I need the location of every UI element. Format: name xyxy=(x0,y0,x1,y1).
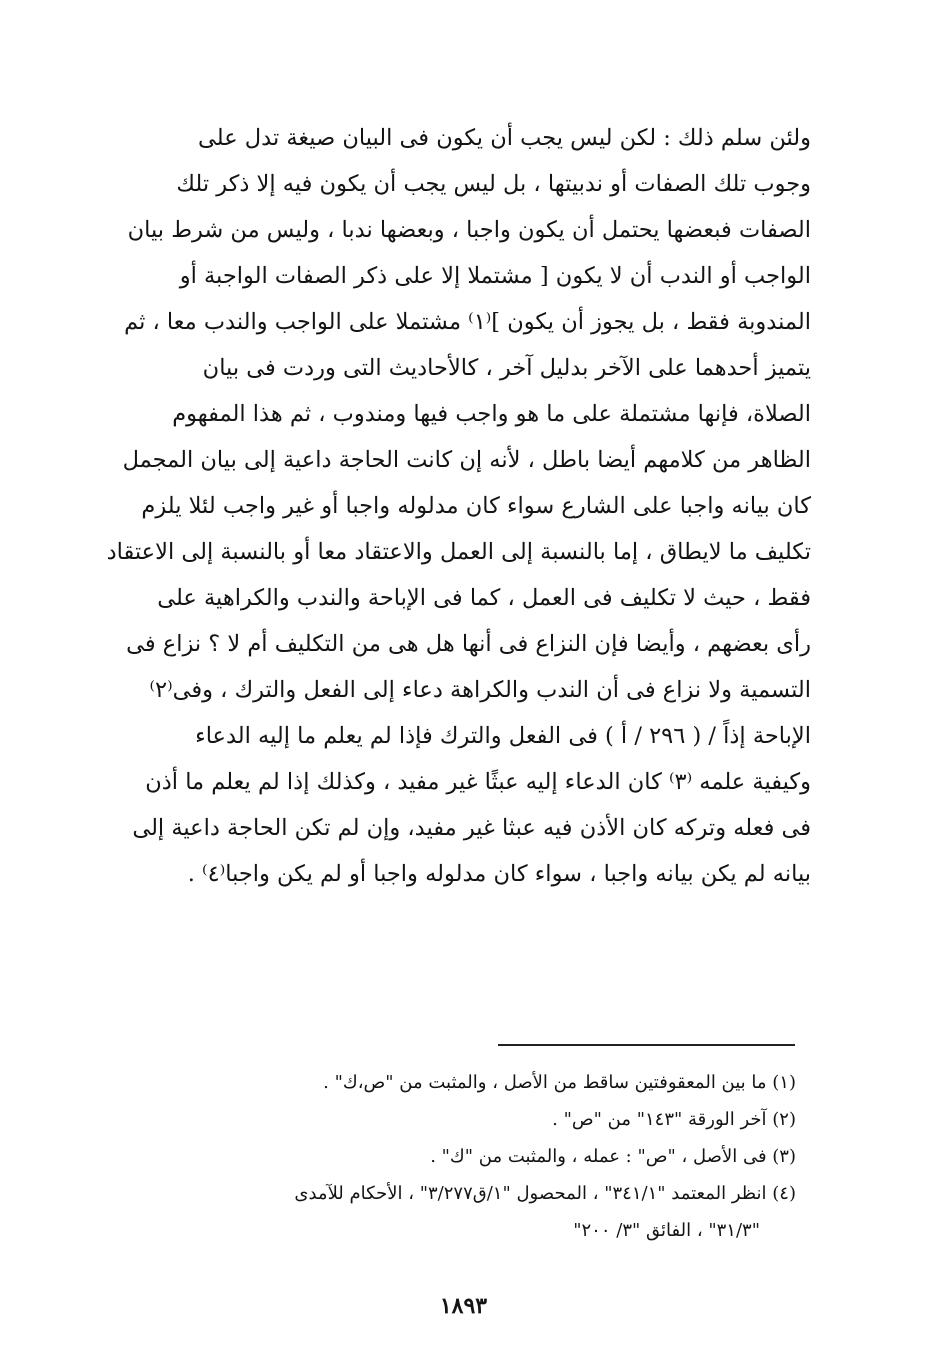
text-line: الظاهر من كلامهم أيضا باطل ، لأنه إن كانت الحاجة داعية إلى بيان المجمل xyxy=(122,447,811,473)
footnote-divider xyxy=(498,1044,795,1046)
text-line: المندوبة فقط ، بل يجوز أن يكون ]⁽١⁾ مشتملا على الواجب والندب معا ، ثم xyxy=(124,309,811,335)
text-line: وجوب تلك الصفات أو ندبيتها ، بل ليس يجب أن يكون فيه إلا ذكر تلك xyxy=(176,171,811,197)
text-line: الإباحة إذاً / ( ٢٩٦ / أ ) فى الفعل والترك فإذا لم يعلم ما إليه الدعاء xyxy=(195,723,811,749)
page-number: ١٨٩٣ xyxy=(439,1293,488,1319)
footnote-1: (١) ما بين المعقوفتين ساقط من الأصل ، والمثبت من "ص،ك" . xyxy=(323,1072,796,1093)
text-line: وكيفية علمه ⁽٣⁾ كان الدعاء إليه عبثًا غير مفيد ، وكذلك إذا لم يعلم ما أذن xyxy=(145,769,811,795)
text-line: الصلاة، فإنها مشتملة على ما هو واجب فيها ومندوب ، ثم هذا المفهوم xyxy=(172,401,811,427)
footnote-4: (٤) انظر المعتمد "٣٤١/١" ، المحصول "١/ق٣/٢٧٧" ، الأحكام للآمدى xyxy=(294,1183,796,1204)
text-line: التسمية ولا نزاع فى أن الندب والكراهة دعاء إلى الفعل والترك ، وفى⁽٢⁾ xyxy=(149,677,811,703)
text-line: بيانه لم يكن بيانه واجبا ، سواء كان مدلوله واجبا أو لم يكن واجبا⁽٤⁾ . xyxy=(187,861,811,887)
text-line: الصفات فبعضها يحتمل أن يكون واجبا ، وبعضها ندبا ، وليس من شرط بيان xyxy=(127,217,811,243)
text-line: ولئن سلم ذلك : لكن ليس يجب أن يكون فى البيان صيغة تدل على xyxy=(198,125,811,151)
text-line: تكليف ما لايطاق ، إما بالنسبة إلى العمل والاعتقاد معا أو بالنسبة إلى الاعتقاد xyxy=(106,539,811,565)
text-line: الواجب أو الندب أن لا يكون [ مشتملا إلا على ذكر الصفات الواجبة أو xyxy=(179,263,811,289)
footnotes-block xyxy=(88,1064,796,1249)
text-line: كان بيانه واجبا على الشارع سواء كان مدلوله واجبا أو غير واجب لئلا يلزم xyxy=(141,493,811,519)
footnote-2: (٢) آخر الورقة "١٤٣" من "ص" . xyxy=(552,1109,796,1130)
footnote-4-continuation: "٣١/٣" ، الفائق "٣/ ٢٠٠" xyxy=(573,1220,760,1241)
main-text-block xyxy=(98,115,811,897)
footnote-3: (٣) فى الأصل ، "ص" : عمله ، والمثبت من "ك" . xyxy=(430,1146,796,1167)
text-line: يتميز أحدهما على الآخر بدليل آخر ، كالأحاديث التى وردت فى بيان xyxy=(202,355,811,381)
text-line: رأى بعضهم ، وأيضا فإن النزاع فى أنها هل هى من التكليف أم لا ؟ نزاع فى xyxy=(126,631,811,657)
text-line: فى فعله وتركه كان الأذن فيه عبثا غير مفيد، وإن لم تكن الحاجة داعية إلى xyxy=(132,815,811,841)
text-line: فقط ، حيث لا تكليف فى العمل ، كما فى الإباحة والندب والكراهية على xyxy=(157,585,811,611)
